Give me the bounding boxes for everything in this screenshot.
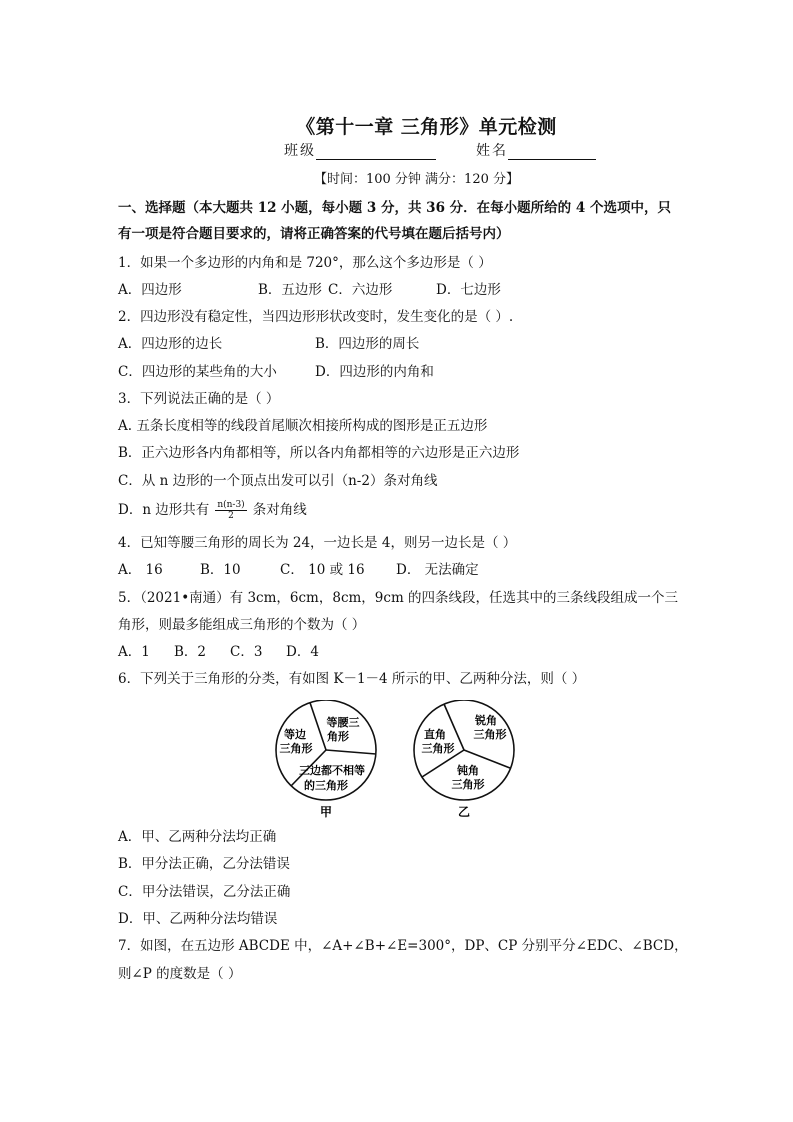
q5-option-b[interactable]: B．2 (174, 644, 207, 660)
figure-jia (276, 700, 376, 819)
section-heading-line2: 有一项是符合题目要求的，请将正确答案的代号填在题后括号内） (118, 226, 510, 242)
q4-stem: 4．已知等腰三角形的周长为 24，一边长是 4，则另一边长是（ ） (118, 535, 517, 551)
q5-options (118, 640, 319, 660)
yi-sector3-line1: 钝角 (457, 764, 479, 777)
q4-option-b[interactable]: B．10 (200, 562, 241, 578)
q3-option-a[interactable]: A. 五条长度相等的线段首尾顺次相接所构成的图形是正五边形 (118, 418, 488, 434)
q1-options (118, 278, 501, 298)
q4-option-a[interactable]: A． 16 (118, 562, 163, 578)
q6-option-b[interactable]: B．甲分法正确，乙分法错误 (118, 856, 290, 872)
q3-option-c[interactable]: C．从 n 边形的一个顶点出发可以引（n-2）条对角线 (118, 473, 438, 489)
jia-sector1-line2: 三角形 (279, 742, 313, 755)
q2-stem: 2．四边形没有稳定性，当四边形形状改变时，发生变化的是（ ）. (118, 309, 514, 325)
student-info-row (284, 140, 596, 160)
name-label: 姓名 (476, 143, 508, 159)
fraction-denominator: 2 (228, 511, 234, 521)
q1-stem: 1．如果一个多边形的内角和是 720°，那么这个多边形是（ ） (118, 255, 492, 271)
yi-sector1-line1: 直角 (424, 728, 446, 741)
q4-option-c[interactable]: C． 10 或 16 (280, 562, 365, 578)
time-info: 【时间：100 分钟 满分：120 分】 (313, 172, 520, 187)
name-blank[interactable] (508, 143, 596, 160)
yi-sector2-line2: 三角形 (473, 728, 507, 741)
q5-stem-line2: 角形，则最多能组成三角形的个数为（ ） (118, 617, 366, 633)
yi-sector2-line1: 锐角 (475, 714, 497, 727)
q2-option-a[interactable]: A．四边形的边长 (118, 336, 223, 352)
jia-sector3-line1: 三边都不相等 (299, 764, 365, 777)
q1-option-a[interactable]: A．四边形 (118, 282, 182, 298)
page-title: 《第十一章 三角形》单元检测 (296, 116, 557, 138)
jia-sector2-line1: 等腰三 (326, 716, 360, 729)
q6-option-c[interactable]: C．甲分法错误，乙分法正确 (118, 884, 291, 900)
fraction-n-n-minus-3-over-2 (215, 500, 246, 521)
jia-caption: 甲 (319, 805, 333, 819)
q5-option-d[interactable]: D．4 (286, 644, 319, 660)
q2-option-c[interactable]: C．四边形的某些角的大小 (118, 364, 277, 380)
yi-sector1-line2: 三角形 (421, 742, 455, 755)
q1-option-d[interactable]: D．七边形 (436, 282, 501, 298)
figure-yi (414, 700, 514, 819)
jia-sector1-line1: 等边 (284, 728, 306, 741)
q7-stem-line1: 7．如图，在五边形 ABCDE 中，∠A+∠B+∠E=300°，DP、CP 分别平分∠EDC、∠BCD， (118, 938, 688, 954)
yi-sector3-line2: 三角形 (451, 778, 485, 791)
q2-option-d[interactable]: D．四边形的内角和 (315, 364, 434, 380)
section-heading-line1: 一、选择题（本大题共 12 小题，每小题 3 分，共 36 分．在每小题所给的 4 个选项中，只 (118, 200, 671, 216)
class-label: 班级 (284, 143, 316, 159)
q6-option-d[interactable]: D．甲、乙两种分法均错误 (118, 911, 278, 927)
q7-stem-line2: 则∠P 的度数是（ ） (118, 966, 242, 982)
q4-options (118, 558, 479, 578)
q3-option-b[interactable]: B．正六边形各内角都相等，所以各内角都相等的六边形是正六边形 (118, 445, 520, 461)
q6-option-a[interactable]: A．甲、乙两种分法均正确 (118, 829, 277, 845)
q3-option-d-prefix: D．n 边形共有 (118, 502, 210, 518)
q3-stem: 3．下列说法正确的是（ ） (118, 391, 280, 407)
q5-option-a[interactable]: A．1 (118, 644, 150, 660)
q4-option-d[interactable]: D． 无法确定 (396, 562, 479, 578)
fraction-numerator: n(n-3) (217, 500, 245, 510)
yi-caption: 乙 (457, 805, 471, 819)
q3-option-d-suffix: 条对角线 (252, 502, 307, 518)
q1-option-c[interactable]: C．六边形 (328, 282, 393, 298)
q2-options-row1 (118, 332, 419, 352)
q5-stem-line1: 5．（2021•南通）有 3cm，6cm，8cm，9cm 的四条线段，任选其中的三条线段组成一个三 (118, 590, 679, 606)
q2-option-b[interactable]: B．四边形的周长 (315, 336, 420, 352)
q1-option-b[interactable]: B．五边形 (258, 282, 322, 298)
q2-options-row2 (118, 360, 434, 380)
jia-sector2-line2: 角形 (327, 730, 349, 743)
jia-sector3-line2: 的三角形 (304, 779, 348, 792)
class-blank[interactable] (316, 143, 436, 160)
q3-option-d[interactable] (118, 498, 307, 521)
triangle-classification-figure (268, 700, 528, 822)
q6-stem: 6．下列关于三角形的分类，有如图 K－1－4 所示的甲、乙两种分法，则（ ） (118, 671, 586, 687)
q5-option-c[interactable]: C．3 (230, 644, 263, 660)
